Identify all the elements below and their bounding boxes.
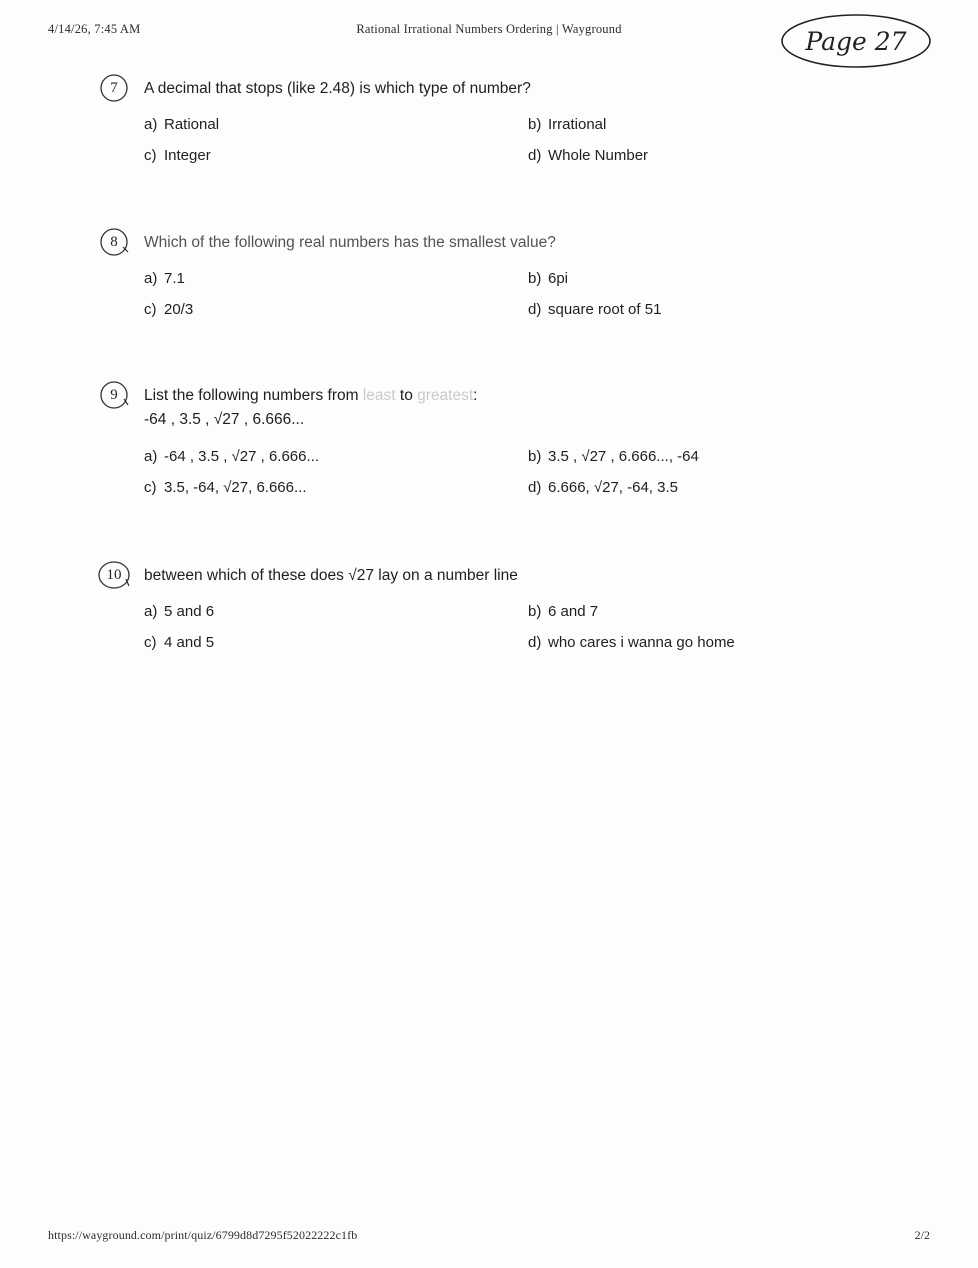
option-d[interactable] — [528, 634, 916, 651]
prompt-part-after: : — [473, 387, 478, 404]
option-b[interactable] — [528, 448, 916, 465]
answer-options — [144, 448, 916, 496]
option-d[interactable] — [528, 479, 916, 496]
option-d[interactable] — [528, 301, 916, 318]
prompt-part-before: List the following numbers from — [144, 387, 363, 404]
option-d-text: square root of 51 — [548, 301, 662, 319]
prompt-part-middle: to — [395, 387, 418, 404]
option-d-text: who cares i wanna go home — [548, 634, 735, 652]
option-b[interactable] — [528, 116, 916, 133]
question-number-list: -64 , 3.5 , √27 , 6.666... — [144, 411, 305, 429]
option-b-text: 6 and 7 — [548, 603, 599, 621]
option-b-label: b) — [528, 603, 542, 621]
question-number: 9 — [110, 386, 118, 403]
question-number: 8 — [110, 233, 118, 250]
option-c[interactable] — [144, 147, 528, 164]
answer-options — [144, 270, 916, 318]
question-number-badge — [96, 379, 132, 411]
print-title: Rational Irrational Numbers Ordering | Wayground — [356, 22, 622, 36]
question-number-badge — [96, 559, 132, 591]
option-d[interactable] — [528, 147, 916, 164]
option-a-text: Rational — [164, 116, 220, 134]
prompt-part-greatest: greatest — [417, 387, 474, 404]
option-a[interactable] — [144, 116, 528, 133]
option-a[interactable] — [144, 603, 528, 620]
prompt-part-least: least — [362, 387, 396, 404]
option-d-label: d) — [528, 478, 542, 496]
question-10 — [96, 565, 916, 651]
answer-options — [144, 603, 916, 651]
print-date: 4/14/26, 7:45 AM — [48, 22, 141, 36]
option-c-text: 4 and 5 — [164, 634, 215, 652]
print-footer — [0, 1228, 978, 1244]
answer-options — [144, 116, 916, 164]
option-c[interactable] — [144, 479, 528, 496]
option-a-label: a) — [144, 116, 158, 134]
option-c-text: 3.5, -64, √27, 6.666... — [164, 478, 307, 496]
option-d-label: d) — [528, 634, 542, 652]
question-number-badge — [96, 226, 132, 258]
question-8 — [96, 232, 916, 318]
question-number: 10 — [106, 566, 122, 583]
option-c[interactable] — [144, 301, 528, 318]
option-a[interactable] — [144, 270, 528, 287]
question-prompt — [144, 385, 916, 407]
question-prompt: between which of these does √27 lay on a number line — [144, 567, 518, 584]
question-number: 7 — [110, 79, 118, 96]
option-c-label: c) — [144, 301, 157, 319]
handwritten-page-stamp — [776, 10, 936, 72]
option-a-label: a) — [144, 447, 158, 465]
footer-page-number: 2/2 — [914, 1228, 930, 1242]
option-c-text: Integer — [164, 147, 211, 165]
question-9 — [96, 385, 916, 496]
option-b-text: 6pi — [548, 270, 569, 288]
question-prompt: Which of the following real numbers has the smallest value? — [144, 234, 556, 251]
option-b-text: 3.5 , √27 , 6.666..., -64 — [548, 447, 699, 465]
option-d-text: 6.666, √27, -64, 3.5 — [548, 478, 678, 496]
option-b-label: b) — [528, 116, 542, 134]
option-b-text: Irrational — [548, 116, 607, 134]
question-prompt: A decimal that stops (like 2.48) is which type of number? — [144, 80, 531, 97]
option-a[interactable] — [144, 448, 528, 465]
footer-url[interactable]: https://wayground.com/print/quiz/6799d8d7295f52022222c1fb — [48, 1228, 358, 1242]
option-b-label: b) — [528, 447, 542, 465]
option-c[interactable] — [144, 634, 528, 651]
option-a-text: 5 and 6 — [164, 603, 215, 621]
option-d-label: d) — [528, 147, 542, 165]
option-b[interactable] — [528, 270, 916, 287]
option-d-text: Whole Number — [548, 147, 649, 165]
option-a-label: a) — [144, 270, 158, 288]
question-number-badge — [96, 72, 132, 104]
option-c-label: c) — [144, 634, 157, 652]
option-d-label: d) — [528, 301, 542, 319]
option-a-label: a) — [144, 603, 158, 621]
option-c-label: c) — [144, 147, 157, 165]
question-7 — [96, 78, 916, 164]
option-b-label: b) — [528, 270, 542, 288]
option-b[interactable] — [528, 603, 916, 620]
option-c-label: c) — [144, 478, 157, 496]
page-stamp-text: Page 27 — [805, 27, 907, 56]
option-c-text: 20/3 — [164, 301, 194, 319]
option-a-text: -64 , 3.5 , √27 , 6.666... — [164, 447, 319, 465]
option-a-text: 7.1 — [164, 270, 185, 288]
